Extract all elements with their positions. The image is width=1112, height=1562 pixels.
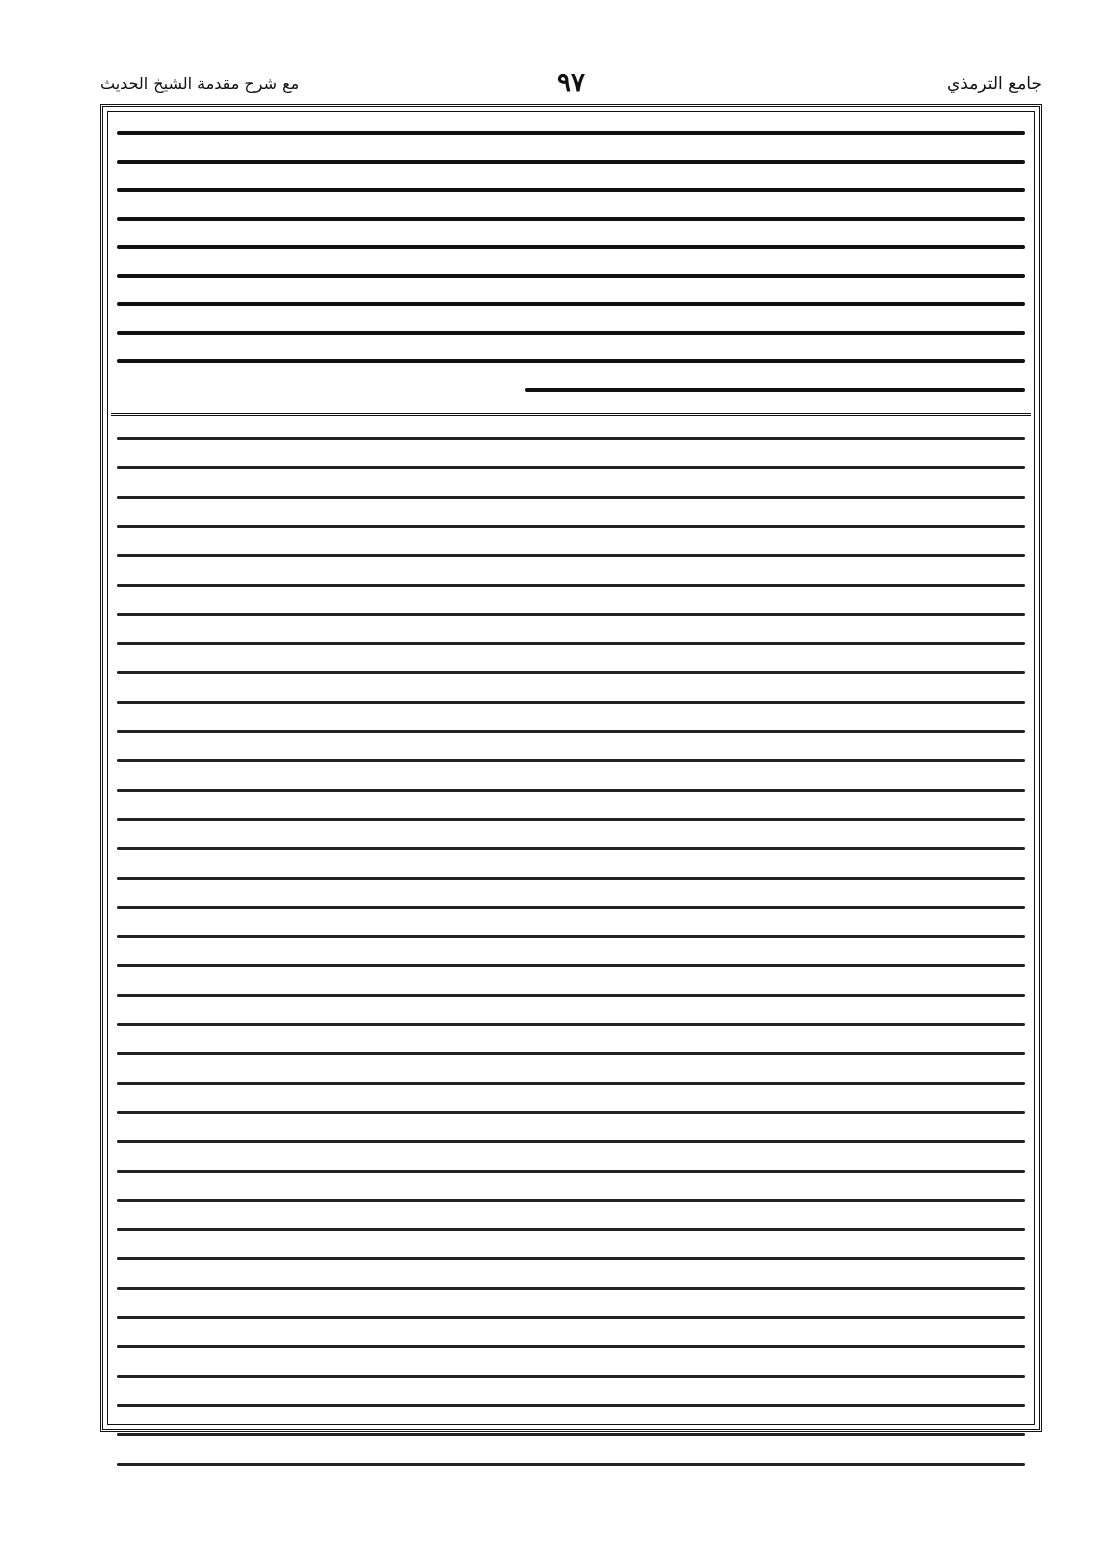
text-line: [117, 994, 1025, 997]
text-line: [117, 1023, 1025, 1026]
text-line: [117, 131, 1025, 135]
text-line: [117, 1199, 1025, 1202]
text-line: [117, 1404, 1025, 1407]
text-line: [117, 847, 1025, 850]
text-line: [117, 1257, 1025, 1260]
text-line: [525, 388, 1025, 392]
text-line: [117, 437, 1025, 440]
text-line: [117, 818, 1025, 821]
text-line: [117, 906, 1025, 909]
text-line: [117, 759, 1025, 762]
page-border: [100, 104, 1042, 1432]
hadith-text-block: [111, 113, 1031, 416]
text-line: [117, 1082, 1025, 1085]
text-line: [117, 671, 1025, 674]
text-line: [117, 331, 1025, 335]
page-number: ٩٧: [557, 68, 585, 98]
text-line: [117, 964, 1025, 967]
book-title: جامع الترمذي: [947, 74, 1042, 94]
text-line: [117, 1433, 1025, 1436]
text-line: [117, 1463, 1025, 1466]
text-line: [117, 584, 1025, 587]
commentary-block: [111, 425, 1031, 1419]
text-line: [117, 160, 1025, 164]
text-line: [117, 935, 1025, 938]
text-line: [117, 1111, 1025, 1114]
text-line: [117, 1170, 1025, 1173]
text-line: [117, 274, 1025, 278]
page-header: [100, 68, 1042, 104]
text-line: [117, 1140, 1025, 1143]
text-line: [117, 1228, 1025, 1231]
text-line: [117, 554, 1025, 557]
text-line: [117, 730, 1025, 733]
running-subtitle: مع شرح مقدمة الشيخ الحدیث: [100, 74, 300, 93]
text-line: [117, 1287, 1025, 1290]
text-line: [117, 217, 1025, 221]
text-line: [117, 613, 1025, 616]
text-line: [117, 1052, 1025, 1055]
text-line: [117, 359, 1025, 363]
text-line: [117, 188, 1025, 192]
text-line: [117, 466, 1025, 469]
text-line: [117, 701, 1025, 704]
text-line: [117, 302, 1025, 306]
text-line: [117, 877, 1025, 880]
text-line: [117, 1375, 1025, 1378]
text-line: [117, 789, 1025, 792]
text-line: [117, 642, 1025, 645]
text-line: [117, 525, 1025, 528]
text-line: [117, 245, 1025, 249]
text-line: [117, 1316, 1025, 1319]
text-line: [117, 496, 1025, 499]
text-line: [117, 1345, 1025, 1348]
